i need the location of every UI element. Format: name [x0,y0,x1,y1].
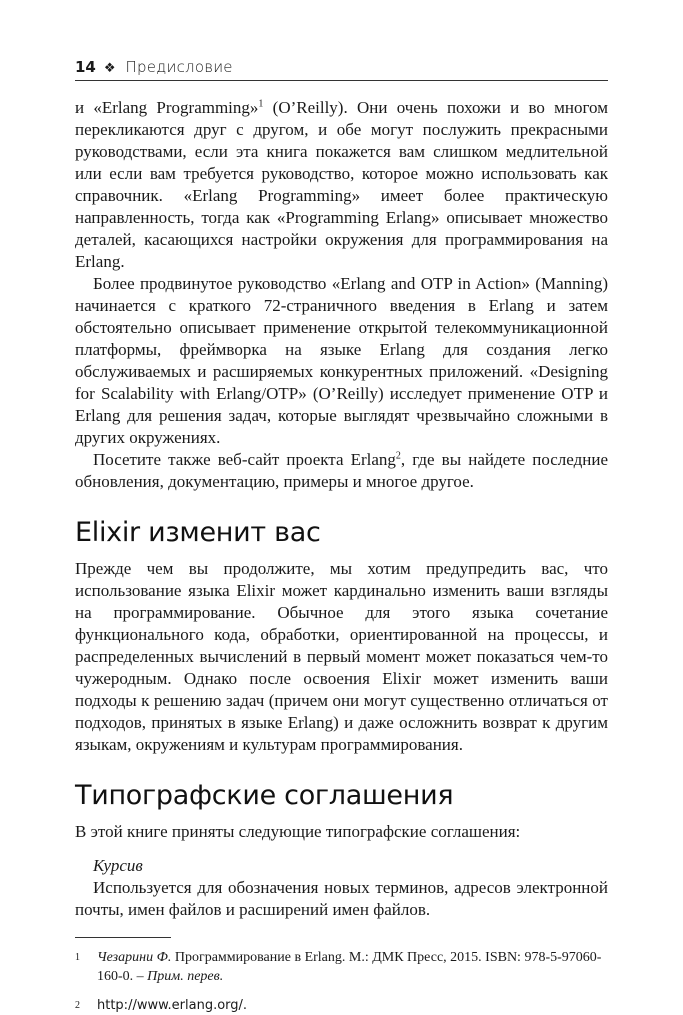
footnote-body: Программирование в Erlang. М.: ДМК Пресс, 2015. ISBN: 978-5-97060-160-0. – [97,950,602,984]
running-header [75,58,608,81]
paragraph [75,449,608,493]
footnote [75,948,608,986]
paragraph-text: Посетите также веб-сайт проекта Erlang [93,450,396,469]
section-heading: Elixir изменит вас [75,517,321,548]
paragraph: Прежде чем вы продолжите, мы хотим предупредить вас, что использование языка Elixir может кардинально изменить ваши взгляды на программирование. Обычное для этого языка сочетание функционального кода, обработки, ориентированной на процессы, и распределенных вычислений в первый момент может показаться чем-то чужеродным. Однако после освоения Elixir может изменить ваши подходы к решению задач (причем они могут существенно отличаться от подходов, принятых в языке Erlang) и даже осложнить возврат к другим языкам, окружениям и культурам программирования. [75,559,608,754]
section-body [75,821,608,921]
footnote [75,996,608,1015]
footnote-ref[interactable]: 1 [258,98,264,110]
term-definition: Используется для обозначения новых терминов, адресов электронной почты, имен файлов и расширений имен файлов. [75,878,608,919]
body-text [75,97,608,493]
footnote-url-link[interactable]: http://www.erlang.org/. [97,998,248,1013]
footnote-mark: 2 [75,1000,80,1011]
section-body [75,558,608,756]
footnote-note: Прим. перев. [147,969,224,984]
section-title: Предисловие [125,58,233,76]
footnote-ref[interactable]: 2 [395,450,401,462]
section-heading: Типографские соглашения [75,780,454,811]
footnote-mark: 1 [75,952,80,963]
paragraph: Более продвинутое руководство «Erlang and OTP in Action» (Manning) начинается с краткого 72-страничного введения в Erlang и затем обстоятельно описывает применение открытой телекоммуникационной платформы, фреймворка на языке Erlang для создания легко обслуживаемых и расширяемых конкурентных приложений. «Designing for Scalability with Erlang/OTP» (O’Reilly) исследует применение OTP и Erlang для решения задач, которые выглядят чрезвычайно сложными в других окружениях. [75,274,608,447]
page-number: 14 [75,58,96,76]
paragraph: В этой книге приняты следующие типографские соглашения: [75,822,521,841]
footnote-divider [75,937,171,938]
ornament-icon: ❖ [103,61,116,76]
term-label: Курсив [93,856,143,875]
footnote-text [97,948,608,986]
page [75,58,608,1015]
footnote-author: Чезарини Ф. [97,950,172,965]
paragraph [75,97,608,273]
paragraph-text: (O’Reilly). Они очень похожи и во многом перекликаются друг с другом, и обе могут послужить прекрасными руководствами, если эта книга покажется вам слишком медлительной или если вам требуется руководство, которое можно использовать как справочник. «Erlang Programming» имеет более практическую направленность, тогда как «Programming Erlang» описывает множество деталей, касающихся настройки окружения для программирования на Erlang. [75,98,608,271]
paragraph-text: , где вы найдете последние обновления, документацию, примеры и многое другое. [75,450,608,491]
paragraph-text: и «Erlang Programming» [75,98,259,117]
